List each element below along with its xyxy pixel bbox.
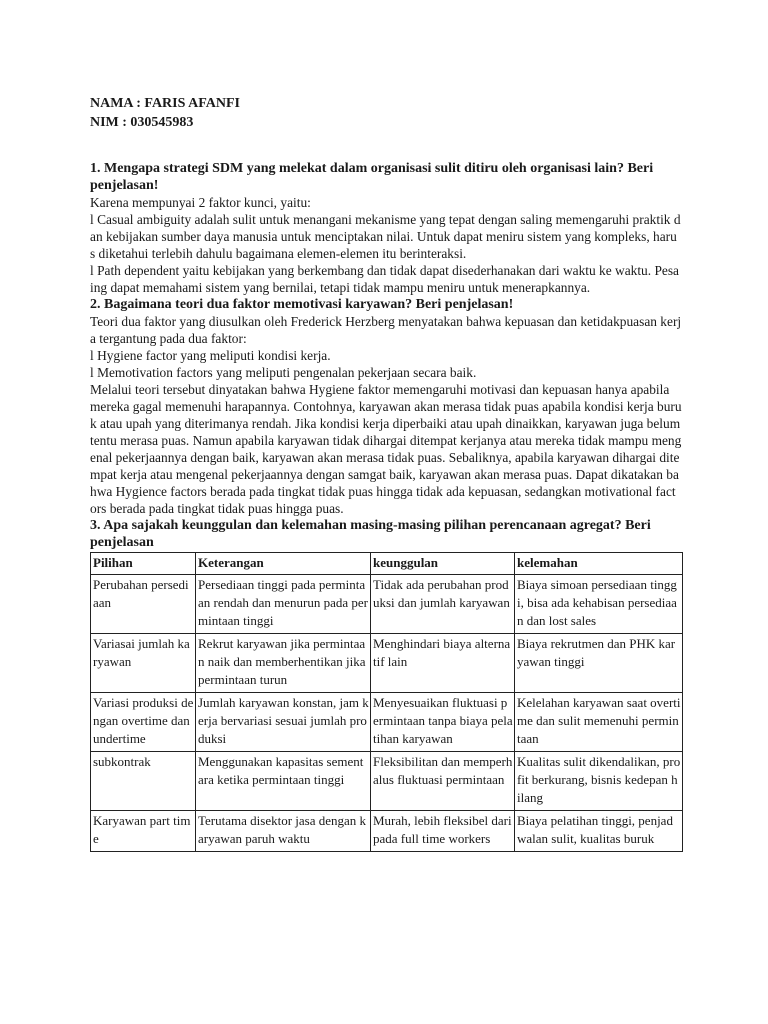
question-1: 1. Mengapa strategi SDM yang melekat dalam organisasi sulit ditiru oleh organisasi lain? Beri penjelasan! xyxy=(90,161,654,193)
answer-1-bullet-casual-ambiguity: l Casual ambiguity adalah sulit untuk menangani mekanisme yang tepat dengan saling memengaruhi praktik dan kebijakan sumber daya manusia untuk menciptakan nilai. Untuk dapat meniru sistem yang kompleks, harus diketahui terlebih dahulu bagaimana elemen-elemen itu berinteraksi. xyxy=(90,212,681,261)
question-3: 3. Apa sajakah keunggulan dan kelemahan masing-masing pilihan perencanaan agregat? Beri penjelasan xyxy=(90,518,651,550)
student-nim: NIM : 030545983 xyxy=(90,115,194,130)
answer-2-body: Melalui teori tersebut dinyatakan bahwa Hygiene faktor memengaruhi motivasi dan kepuasan hanya apabila mereka gagal memenuhi harapannya. Contohnya, karyawan akan merasa tidak puas apabila kondisi kerja buruk atau upah yang diterimanya rendah. Jika kondisi kerja diperbaiki atau upah dinaikkan, karyawan juga belum tentu merasa puas. Namun apabila karyawan tidak dihargai ditempat kerjanya atau mereka tidak mampu mengenal pekerjaannya dengan baik, karyawan akan merasa tidak puas. Sebaliknya, apabila karyawan dihargai ditempat kerja atau mengenal pekerjaannya dengan samgat baik, karyawan akan merasa puas. Dapat dikatakan bahwa Hygience factors berada pada tingkat tidak puas hingga tidak ada kepuasan, sedangkan motivational factors berada pada tingkat tidak puas hingga puas. xyxy=(90,382,682,516)
table-row xyxy=(91,575,683,634)
cell-keterangan: Menggunakan kapasitas sementara ketika permintaan tinggi xyxy=(196,752,371,811)
table-header-row xyxy=(91,553,683,575)
header-kelemahan: kelemahan xyxy=(515,553,683,575)
question-2: 2. Bagaimana teori dua faktor memotivasi karyawan? Beri penjelasan! xyxy=(90,297,514,312)
cell-keterangan: Jumlah karyawan konstan, jam kerja bervariasi sesuai jumlah produksi xyxy=(196,693,371,752)
header-keunggulan: keunggulan xyxy=(371,553,515,575)
header-keterangan: Keterangan xyxy=(196,553,371,575)
cell-kelemahan: Biaya pelatihan tinggi, penjadwalan sulit, kualitas buruk xyxy=(515,811,683,852)
aggregate-planning-table xyxy=(90,552,683,852)
answer-2-bullet-motivation: l Memotivation factors yang meliputi pengenalan pekerjaan secara baik. xyxy=(90,365,477,380)
cell-kelemahan: Biaya simoan persediaan tinggi, bisa ada kehabisan persediaan dan lost sales xyxy=(515,575,683,634)
table-row xyxy=(91,693,683,752)
cell-keunggulan: Tidak ada perubahan produksi dan jumlah karyawan xyxy=(371,575,515,634)
cell-keterangan: Terutama disektor jasa dengan karyawan paruh waktu xyxy=(196,811,371,852)
cell-keunggulan: Menghindari biaya alternatif lain xyxy=(371,634,515,693)
cell-pilihan: Karyawan part time xyxy=(91,811,196,852)
table-row xyxy=(91,634,683,693)
answer-2-intro: Teori dua faktor yang diusulkan oleh Frederick Herzberg menyatakan bahwa kepuasan dan ketidakpuasan kerja tergantung pada dua faktor: xyxy=(90,314,682,346)
header-pilihan: Pilihan xyxy=(91,553,196,575)
cell-kelemahan: Kelelahan karyawan saat overtime dan sulit memenuhi permintaan xyxy=(515,693,683,752)
cell-keterangan: Persediaan tinggi pada permintaan rendah dan menurun pada permintaan tinggi xyxy=(196,575,371,634)
answer-1-intro: Karena mempunyai 2 faktor kunci, yaitu: xyxy=(90,195,311,210)
student-name: NAMA : FARIS AFANFI xyxy=(90,96,240,111)
header-spacer xyxy=(90,132,682,160)
cell-pilihan: Perubahan persediaan xyxy=(91,575,196,634)
table-row xyxy=(91,752,683,811)
answer-2-bullet-hygiene: l Hygiene factor yang meliputi kondisi kerja. xyxy=(90,348,331,363)
cell-keterangan: Rekrut karyawan jika permintaan naik dan memberhentikan jika permintaan turun xyxy=(196,634,371,693)
cell-keunggulan: Fleksibilitan dan memperhalus fluktuasi permintaan xyxy=(371,752,515,811)
cell-keunggulan: Menyesuaikan fluktuasi permintaan tanpa biaya pelatihan karyawan xyxy=(371,693,515,752)
cell-kelemahan: Biaya rekrutmen dan PHK karyawan tinggi xyxy=(515,634,683,693)
table-row xyxy=(91,811,683,852)
cell-pilihan: Variasai jumlah karyawan xyxy=(91,634,196,693)
document-page xyxy=(90,94,682,852)
cell-pilihan: Variasi produksi dengan overtime dan undertime xyxy=(91,693,196,752)
answer-1-bullet-path-dependent: l Path dependent yaitu kebijakan yang berkembang dan tidak dapat disederhanakan dari waktu ke waktu. Pesaing dapat memahami sistem yang bernilai, tetapi tidak mampu meniru untuk menerapkannya. xyxy=(90,263,679,295)
cell-kelemahan: Kualitas sulit dikendalikan, profit berkurang, bisnis kedepan hilang xyxy=(515,752,683,811)
cell-keunggulan: Murah, lebih fleksibel dari pada full time workers xyxy=(371,811,515,852)
cell-pilihan: subkontrak xyxy=(91,752,196,811)
